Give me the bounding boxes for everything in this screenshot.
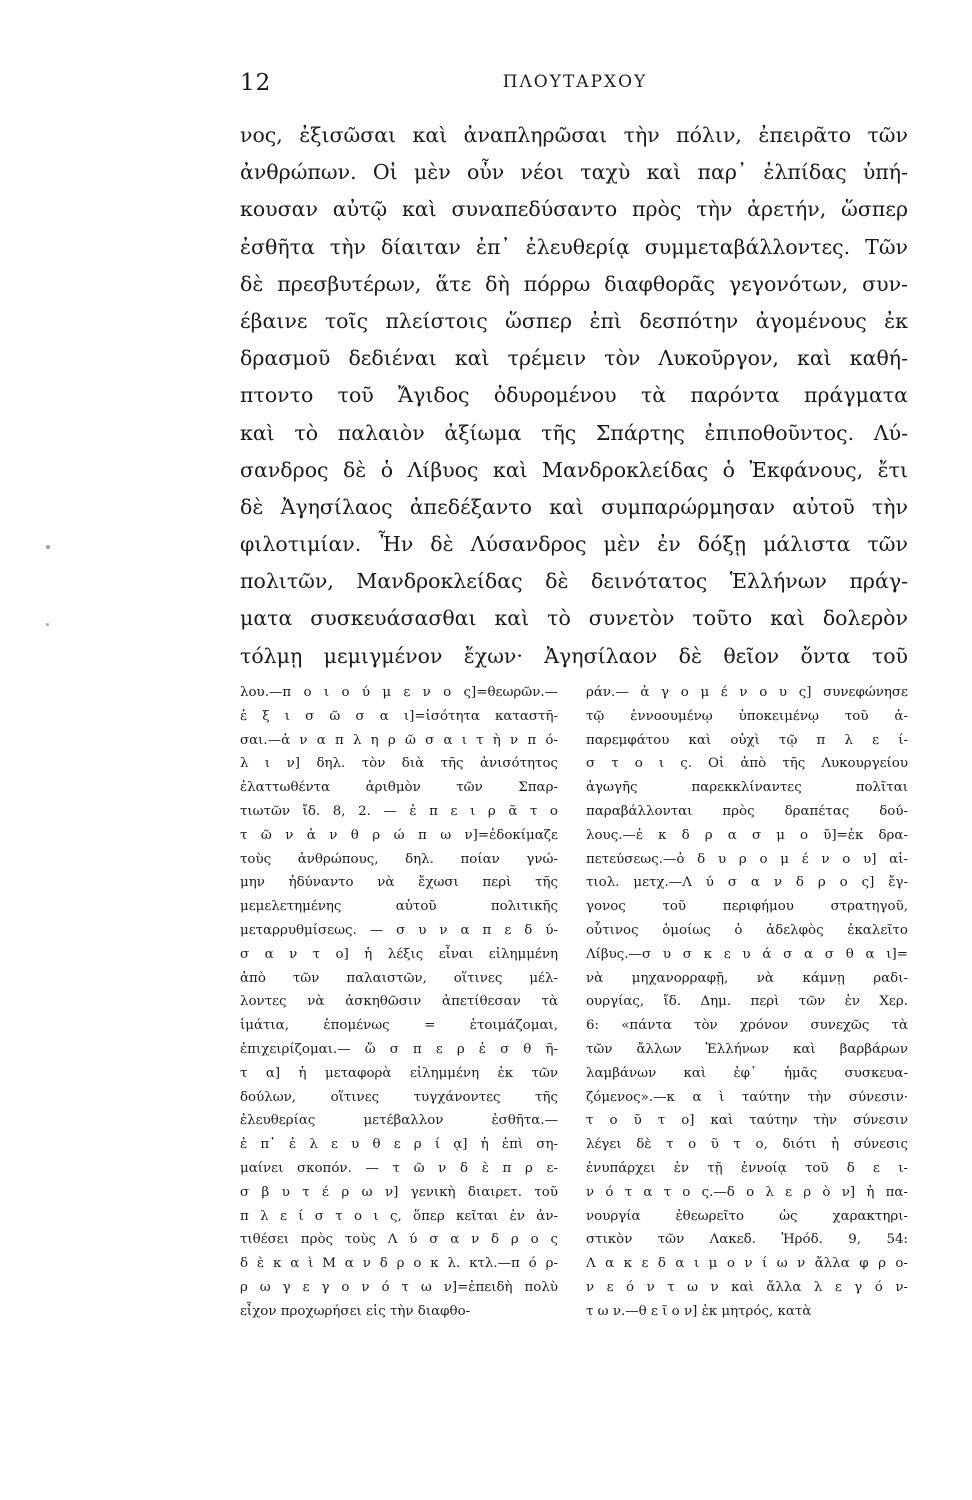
commentary-line: τ ω ν.—θ ε ῖ ο ν] ἐκ μητρός, κατὰ bbox=[586, 1303, 812, 1319]
main-text-line: νος, ἐξισῶσαι καὶ ἀναπληρῶσαι τὴν πόλιν, ἐπειρᾶτο τῶν bbox=[240, 123, 908, 147]
margin-mark bbox=[46, 545, 50, 549]
commentary-line: ν ό τ α τ ο ς.—δ ο λ ε ρ ὸ ν] ἡ πα- bbox=[586, 1184, 908, 1200]
commentary-line: νουργία ἐθεωρεῖτο ὡς χαρακτηρι- bbox=[586, 1208, 908, 1224]
commentary-left-column bbox=[240, 681, 558, 1324]
commentary-line: ράν.— ἀ γ ο μ έ ν ο υ ς] συνεφώνησε bbox=[586, 685, 908, 700]
commentary-line: ρ ω γ ε γ ο ν ό τ ω ν]=ἐπειδὴ πολὺ bbox=[240, 1279, 558, 1295]
commentary-line: τῶν ἄλλων Ἑλλήνων καὶ βαρβάρων bbox=[586, 1041, 908, 1057]
commentary-line: νὰ μηχανορραφῇ, νὰ κάμνῃ ραδι- bbox=[586, 970, 908, 986]
commentary-line: ἐλευθερίας μετέβαλλον ἐσθῆτα.— bbox=[240, 1113, 558, 1129]
main-text-line: φιλοτιμίαν. Ἦν δὲ Λύσανδρος μὲν ἐν δόξῃ μάλιστα τῶν bbox=[240, 532, 908, 557]
commentary-line: λαμβάνων καὶ ἐφ᾽ ἡμᾶς συσκευα- bbox=[586, 1065, 908, 1081]
commentary-line: τῷ ἐννοουμένῳ ὑποκειμένῳ τοῦ ἀ- bbox=[586, 708, 908, 724]
commentary-line: ἀπὸ τῶν παλαιστῶν, οἵτινες μέλ- bbox=[240, 970, 558, 986]
commentary-line: 6: «πάντα τὸν χρόνον συνεχῶς τὰ bbox=[586, 1018, 908, 1034]
commentary-line: Λίβυς.—σ υ σ κ ε υ ά σ α σ θ α ι]= bbox=[586, 946, 908, 962]
main-text-line: πτοντο τοῦ Ἄγιδος ὀδυρομένου τὰ παρόντα πράγματα bbox=[240, 383, 908, 408]
commentary-line: παραβάλλονται πρὸς δραπέτας δού- bbox=[586, 803, 908, 819]
commentary-line: τ α] ἡ μεταφορὰ εἰλημμένη ἐκ τῶν bbox=[240, 1065, 558, 1081]
commentary-line: γονος τοῦ περιφήμου στρατηγοῦ, bbox=[586, 899, 908, 915]
commentary-line: Λ α κ ε δ α ι μ ο ν ί ω ν ἄλλα φ ρ ο- bbox=[586, 1256, 908, 1272]
commentary-line: ἐλαττωθέντα ἀριθμὸν τῶν Σπαρ- bbox=[240, 780, 558, 796]
commentary-line: τιολ. μετχ.—Λ ύ σ α ν δ ρ ο ς] ἔγ- bbox=[586, 875, 908, 891]
commentary-line: δ ὲ κ α ὶ Μ α ν δ ρ ο κ λ. κτλ.—π ό ρ- bbox=[240, 1256, 558, 1272]
commentary-line: εἶχον προχωρήσει εἰς τὴν διαφθο- bbox=[240, 1303, 471, 1319]
commentary-line: ἐ ξ ι σ ῶ σ α ι]=ἰσότητα καταστῆ- bbox=[240, 708, 558, 724]
commentary-line: οὗτινος ὁμοίως ὁ ἀδελφὸς ἐκαλεῖτο bbox=[586, 922, 908, 938]
commentary-line: τιθέσει πρὸς τοὺς Λ ύ σ α ν δ ρ ο ς bbox=[240, 1232, 558, 1248]
commentary-line: τ ο ῦ τ ο] καὶ ταύτην τὴν σύνεσιν bbox=[586, 1113, 908, 1129]
main-text-line: ματα συσκευάσασθαι καὶ τὸ συνετὸν τοῦτο καὶ δολερὸν bbox=[240, 606, 908, 631]
running-title: ΠΛΟΥΤΑΡΧΟΥ bbox=[502, 72, 648, 92]
commentary-line: ν ε ό ν τ ω ν καὶ ἄλλα λ ε γ ό ν- bbox=[586, 1279, 908, 1295]
commentary-line: σ β υ τ έ ρ ω ν] γενικὴ διαιρετ. τοῦ bbox=[240, 1184, 558, 1200]
commentary-line: μεμελετημένης αὐτοῦ πολιτικῆς bbox=[240, 899, 558, 915]
commentary-line: σαι.—ἀ ν α π λ η ρ ῶ σ α ι τ ὴ ν π ό- bbox=[240, 732, 558, 748]
commentary-line: ἐπιχειρίζομαι.— ὥ σ π ε ρ ἐ σ θ ῆ- bbox=[240, 1041, 558, 1057]
commentary-line: ουργίας, ἴδ. Δημ. περὶ τῶν ἐν Χερ. bbox=[586, 994, 908, 1010]
commentary-line: ἐνυπάρχει ἐν τῇ ἐννοίᾳ τοῦ δ ε ι- bbox=[586, 1160, 908, 1176]
commentary-line: λους.—ἐ κ δ ρ α σ μ ο ῦ]=ἐκ δρα- bbox=[586, 827, 908, 843]
main-text-line: πολιτῶν, Μανδροκλείδας δὲ δεινότατος Ἑλλήνων πράγ- bbox=[240, 569, 908, 594]
commentary-line: ἐ π᾽ ἐ λ ε υ θ ε ρ ί ᾳ] ἡ ἐπὶ ση- bbox=[240, 1137, 558, 1153]
commentary-line: μεταρρυθμίσεως. — σ υ ν α π ε δ ύ- bbox=[240, 922, 558, 938]
commentary-line: στικὸν τῶν Λακεδ. Ἡρόδ. 9, 54: bbox=[586, 1232, 908, 1248]
main-text-line: έβαινε τοῖς πλείστοις ὥσπερ ἐπὶ δεσπότην ἀγομένους ἐκ bbox=[240, 308, 908, 333]
page-header bbox=[240, 70, 910, 100]
commentary-line: μην ἠδύναντο νὰ ἔχωσι περὶ τῆς bbox=[240, 875, 558, 891]
commentary-line: παρεμφάτου καὶ οὐχὶ τῷ π λ ε ί- bbox=[586, 732, 908, 748]
main-text-line: ἀνθρώπων. Οἱ μὲν οὖν νέοι ταχὺ καὶ παρ᾽ ἐλπίδας ὑπή- bbox=[240, 160, 908, 185]
margin-mark bbox=[46, 623, 49, 626]
commentary-line: λέγει δὲ τ ο ῦ τ ο, διότι ἡ σύνεσις bbox=[586, 1137, 908, 1153]
main-text-line: τόλμῃ μεμιγμένον ἔχων· Ἀγησίλαον δὲ θεῖον ὄντα τοῦ bbox=[240, 643, 908, 668]
commentary-line: ζόμενος».—κ α ὶ ταύτην τὴν σύνεσιν· bbox=[586, 1089, 908, 1105]
main-text-line: δὲ πρεσβυτέρων, ἅτε δὴ πόρρω διαφθορᾶς γεγονότων, συν- bbox=[240, 271, 908, 296]
commentary-line: π λ ε ί σ τ ο ι ς, ὅπερ κεῖται ἐν ἀν- bbox=[240, 1208, 558, 1224]
commentary-line: λ ι ν] δηλ. τὸν διὰ τῆς ἀνισότητος bbox=[240, 756, 558, 772]
commentary-line: τιωτῶν ἴδ. 8, 2. — ἐ π ε ι ρ ᾶ τ ο bbox=[240, 803, 558, 819]
commentary-line: ἱμάτια, ἑπομένως = ἑτοιμάζομαι, bbox=[240, 1018, 558, 1034]
commentary-right-column bbox=[586, 681, 908, 1324]
main-text-line: κουσαν αὐτῷ καὶ συναπεδύσαντο πρὸς τὴν ἀρετήν, ὥσπερ bbox=[240, 197, 908, 222]
commentary-line: ἀγωγῆς παρεκκλίναντες πολῖται bbox=[586, 780, 908, 796]
commentary-line: σ τ ο ι ς. Οἱ ἀπὸ τῆς Λυκουργείου bbox=[586, 756, 908, 772]
main-text-block bbox=[240, 117, 908, 675]
commentary-line: πετεύσεως.—ὀ δ υ ρ ο μ έ ν ο υ] αἰ- bbox=[586, 851, 908, 867]
commentary-line: σ α ν τ ο] ἡ λέξις εἶναι εἰλημμένη bbox=[240, 946, 558, 962]
commentary-line: δούλων, οἵτινες τυγχάνοντες τῆς bbox=[240, 1089, 558, 1105]
commentary-line: τοὺς ἀνθρώπους, δηλ. ποίαν γνώ- bbox=[240, 851, 558, 867]
main-text-line: δὲ Ἀγησίλαος ἀπεδέξαντο καὶ συμπαρώρμησαν αὐτοῦ τὴν bbox=[240, 494, 908, 519]
main-text-line: καὶ τὸ παλαιὸν ἀξίωμα τῆς Σπάρτης ἐπιποθοῦντος. Λύ- bbox=[240, 420, 908, 445]
main-text-line: δρασμοῦ δεδιέναι καὶ τρέμειν τὸν Λυκοῦργον, καὶ καθή- bbox=[240, 346, 908, 371]
commentary-line: λου.—π ο ι ο ύ μ ε ν ο ς]=θεωρῶν.— bbox=[240, 685, 558, 700]
commentary-line: μαίνει σκοπόν. — τ ῶ ν δ ὲ π ρ ε- bbox=[240, 1160, 558, 1176]
main-text-line: σανδρος δὲ ὁ Λίβυος καὶ Μανδροκλείδας ὁ Ἐκφάνους, ἔτι bbox=[240, 457, 908, 482]
page-number: 12 bbox=[240, 70, 272, 96]
commentary-line: τ ῶ ν ἀ ν θ ρ ώ π ω ν]=ἐδοκίμαζε bbox=[240, 827, 558, 843]
commentary-line: λοντες νὰ ἀσκηθῶσιν ἀπετίθεσαν τὰ bbox=[240, 994, 558, 1010]
main-text-line: ἐσθῆτα τὴν δίαιταν ἐπ᾽ ἐλευθερίᾳ συμμεταβάλλοντες. Τῶν bbox=[240, 234, 908, 259]
